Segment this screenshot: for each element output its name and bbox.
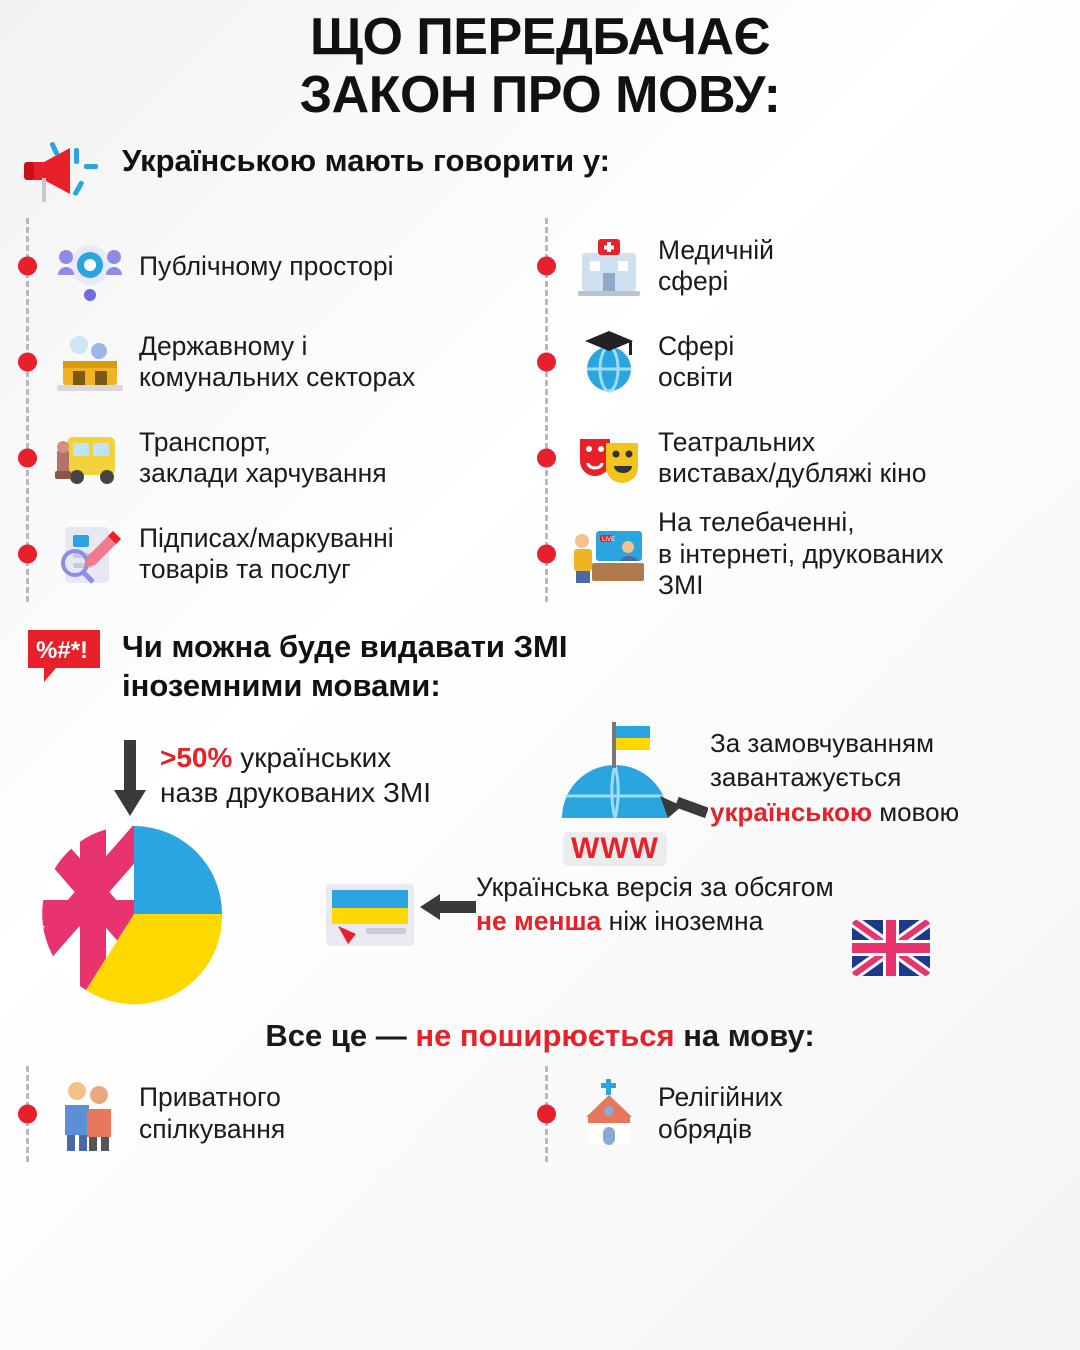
private-conversation-icon	[53, 1077, 127, 1151]
public-space-icon	[53, 229, 127, 303]
label-line: обрядів	[658, 1113, 753, 1144]
section-3-heading	[0, 1012, 1080, 1056]
list-item-label	[658, 331, 734, 395]
section-1-lists	[0, 204, 1080, 602]
section-2-heading	[122, 624, 567, 706]
megaphone-icon	[22, 138, 108, 204]
section-3-right-column	[545, 1066, 1054, 1162]
label-line: Медичній	[658, 234, 774, 265]
transport-icon	[53, 421, 127, 495]
label-line: заклади харчування	[139, 458, 387, 489]
list-item[interactable]	[548, 1066, 1054, 1162]
television-icon	[572, 517, 646, 591]
label-line: Транспорт,	[139, 426, 271, 457]
list-item[interactable]	[548, 218, 1054, 314]
bullet-dot	[18, 257, 37, 276]
www-description	[710, 726, 1050, 829]
label-line: освіти	[658, 362, 733, 393]
text-line: завантажується	[710, 762, 902, 793]
bullet-dot	[537, 1104, 556, 1123]
heading-part: Все це —	[265, 1017, 416, 1053]
labeling-icon	[53, 517, 127, 591]
section-3-left-column	[26, 1066, 535, 1162]
text-line: мовою	[872, 796, 960, 827]
www-label: WWW	[563, 832, 667, 866]
bullet-dot	[18, 1104, 37, 1123]
list-item-label	[658, 1082, 783, 1146]
list-item-label	[139, 251, 394, 283]
label-line: товарів та послуг	[139, 554, 351, 585]
arrow-left-icon	[420, 892, 476, 922]
heading-highlight: не поширюється	[415, 1017, 675, 1053]
section-2-media	[0, 712, 1080, 1012]
label-line: Театральних	[658, 426, 816, 457]
label-line: Сфері	[658, 330, 735, 361]
pie-chart-icon	[42, 822, 227, 1007]
list-item-label	[139, 331, 415, 395]
stat-text	[160, 740, 520, 810]
list-item[interactable]	[29, 1066, 535, 1162]
text-highlight: українською	[710, 796, 873, 827]
education-icon	[572, 325, 646, 399]
page-title	[0, 0, 1080, 124]
title-line-2: ЗАКОН ПРО МОВУ:	[299, 66, 781, 125]
stat-text-part1: українських	[240, 741, 392, 773]
list-item[interactable]	[29, 314, 535, 410]
bullet-dot	[18, 353, 37, 372]
list-item-label	[139, 523, 394, 587]
bullet-dot	[537, 449, 556, 468]
label-line: в інтернеті, друкованих	[658, 538, 944, 569]
text-line: Українська версія за обсягом	[476, 871, 834, 902]
label-line: виставах/дубляжі кіно	[658, 458, 927, 489]
church-icon	[572, 1077, 646, 1151]
section-3-lists	[0, 1056, 1080, 1162]
heading-line: іноземними мовами:	[122, 668, 441, 704]
heading-line: Чи можна буде видавати ЗМІ	[122, 629, 568, 665]
list-item-label	[658, 427, 926, 491]
label-line: комунальних секторах	[139, 362, 416, 393]
censor-speech-icon	[22, 624, 108, 690]
bullet-dot	[537, 545, 556, 564]
arrow-left-icon	[660, 790, 708, 826]
bullet-dot	[537, 353, 556, 372]
section-1-heading: Українською мають говорити у:	[122, 143, 611, 179]
list-item[interactable]	[29, 218, 535, 314]
stat-text-part2: назв друкованих ЗМІ	[160, 776, 431, 808]
text-line: За замовчуванням	[710, 727, 934, 758]
section-2-header	[0, 602, 1080, 706]
text-highlight: не менша	[476, 906, 602, 937]
hospital-icon	[572, 229, 646, 303]
bullet-dot	[537, 257, 556, 276]
bullet-dot	[18, 545, 37, 564]
bullet-dot	[18, 449, 37, 468]
section-1-left-column	[26, 218, 535, 602]
label-line: Підписах/маркуванні	[139, 522, 394, 553]
list-item[interactable]	[548, 314, 1054, 410]
stat-percent: >50%	[160, 741, 233, 773]
list-item-label	[139, 1082, 285, 1146]
svg-text:%#*!: %#*!	[36, 637, 89, 665]
label-line: ЗМІ	[658, 570, 704, 601]
section-1-right-column	[545, 218, 1054, 602]
theatre-masks-icon	[572, 421, 646, 495]
list-item[interactable]	[548, 506, 1054, 602]
svg-text:LIVE: LIVE	[602, 537, 616, 544]
arrow-down-icon	[112, 740, 148, 820]
label-line: сфері	[658, 266, 729, 297]
label-line: Релігійних	[658, 1082, 783, 1113]
label-line: Публічному просторі	[139, 250, 394, 281]
heading-part: на мову:	[674, 1017, 815, 1053]
list-item-label	[658, 507, 944, 602]
uk-flag-icon	[852, 920, 930, 976]
list-item-label	[139, 427, 387, 491]
list-item[interactable]	[29, 506, 535, 602]
label-line: Державному і	[139, 330, 308, 361]
section-1-header	[0, 124, 1080, 204]
label-line: спілкування	[139, 1113, 286, 1144]
banner-icon	[322, 880, 418, 950]
text-line: ніж іноземна	[601, 906, 764, 937]
label-line: На телебаченні,	[658, 506, 855, 537]
label-line: Приватного	[139, 1082, 281, 1113]
list-item[interactable]	[548, 410, 1054, 506]
government-icon	[53, 325, 127, 399]
title-line-1: ЩО ПЕРЕДБАЧАЄ	[310, 8, 770, 66]
list-item-label	[658, 235, 774, 299]
list-item[interactable]	[29, 410, 535, 506]
